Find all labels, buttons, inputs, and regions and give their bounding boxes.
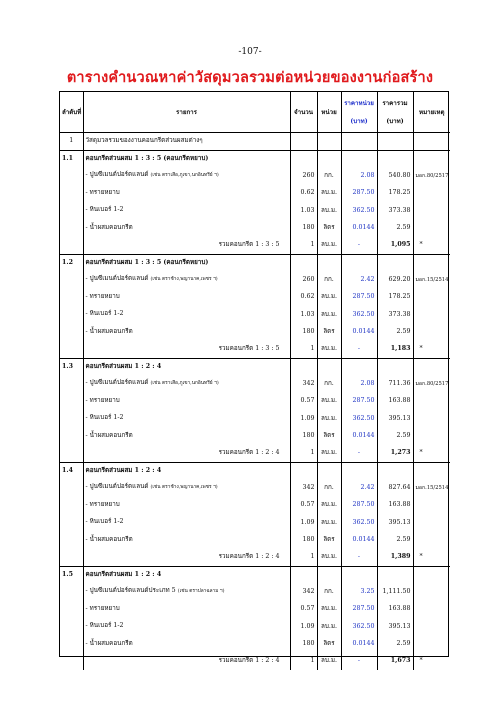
unit-price-cell: 0.0144 bbox=[341, 636, 377, 654]
table-row bbox=[60, 532, 450, 550]
unit-cell: ลิตร bbox=[317, 220, 341, 238]
unit-price-cell: 362.50 bbox=[341, 618, 377, 636]
qty-cell: 260 bbox=[290, 271, 317, 289]
cost-table bbox=[60, 92, 450, 670]
total-cell: 395.13 bbox=[377, 410, 413, 428]
unit-cell: กก. bbox=[317, 479, 341, 497]
summary-mark: * bbox=[413, 341, 450, 358]
summary-price: - bbox=[341, 341, 377, 358]
table-row bbox=[60, 375, 450, 393]
summary-qty: 1 bbox=[290, 653, 317, 670]
qty-cell: 0.57 bbox=[290, 393, 317, 411]
section-header-row bbox=[60, 254, 450, 271]
unit-price-cell: 0.0144 bbox=[341, 324, 377, 342]
total-cell: 540.80 bbox=[377, 167, 413, 185]
table-row bbox=[60, 636, 450, 654]
section-header-row bbox=[60, 462, 450, 479]
summary-row bbox=[60, 549, 450, 566]
item-cell bbox=[83, 202, 290, 220]
item-cell bbox=[83, 497, 290, 515]
header-unit-price-label: ราคาหน่วย bbox=[344, 100, 374, 107]
header-total-label: ราคารวม bbox=[382, 100, 408, 107]
summary-total: 1,183 bbox=[377, 341, 413, 358]
qty-cell: 1.03 bbox=[290, 306, 317, 324]
page-number: -107- bbox=[238, 47, 262, 57]
summary-qty: 1 bbox=[290, 341, 317, 358]
summary-price: - bbox=[341, 549, 377, 566]
table-row bbox=[60, 514, 450, 532]
qty-cell: 180 bbox=[290, 428, 317, 446]
total-cell: 1,111.50 bbox=[377, 583, 413, 601]
qty-cell: 342 bbox=[290, 479, 317, 497]
unit-price-cell: 287.50 bbox=[341, 185, 377, 203]
item-cell bbox=[83, 393, 290, 411]
total-cell: 163.88 bbox=[377, 497, 413, 515]
item-name: - หินเบอร์ 1-2 bbox=[85, 414, 124, 421]
table-body bbox=[60, 133, 450, 670]
table-row bbox=[60, 324, 450, 342]
table-row bbox=[60, 220, 450, 238]
total-cell: 2.59 bbox=[377, 532, 413, 550]
header-unit-price-sub: (บาท) bbox=[350, 118, 368, 125]
summary-row bbox=[60, 341, 450, 358]
section-label: คอนกรีตส่วนผสม 1 : 2 : 4 bbox=[83, 462, 290, 479]
item-cell bbox=[83, 410, 290, 428]
unit-cell: ลบ.ม. bbox=[317, 393, 341, 411]
item-cell bbox=[83, 428, 290, 446]
remark-cell bbox=[413, 636, 450, 654]
summary-mark: * bbox=[413, 653, 450, 670]
section-label: คอนกรีตส่วนผสม 1 : 2 : 4 bbox=[83, 358, 290, 375]
summary-row bbox=[60, 237, 450, 254]
summary-row bbox=[60, 653, 450, 670]
summary-mark: * bbox=[413, 445, 450, 462]
item-name: - ปูนซีเมนต์ปอร์ตแลนด์ bbox=[85, 483, 149, 490]
unit-cell: กก. bbox=[317, 375, 341, 393]
item-cell bbox=[83, 220, 290, 238]
qty-cell: 1.09 bbox=[290, 618, 317, 636]
remark-cell bbox=[413, 393, 450, 411]
item-note: (เช่น ตราช้าง,พญานาค,เพชร ฯ) bbox=[150, 277, 218, 282]
remark-cell: มอก.15/2514 bbox=[413, 479, 450, 497]
summary-label: รวมคอนกรีต 1 : 2 : 4 bbox=[83, 653, 290, 670]
qty-cell: 0.62 bbox=[290, 185, 317, 203]
remark-cell: มอก.80/2517 bbox=[413, 375, 450, 393]
header-unit-price bbox=[341, 92, 377, 133]
item-name: - ปูนซีเมนต์ปอร์ตแลนด์ bbox=[85, 171, 149, 178]
header-qty: จำนวน bbox=[290, 92, 317, 133]
summary-unit: ลบ.ม. bbox=[317, 341, 341, 358]
unit-cell: ลิตร bbox=[317, 428, 341, 446]
item-name: - น้ำผสมคอนกรีต bbox=[85, 639, 133, 647]
item-name: - ปูนซีเมนต์ปอร์ตแลนด์ bbox=[85, 275, 149, 282]
unit-cell: ลบ.ม. bbox=[317, 410, 341, 428]
item-cell bbox=[83, 185, 290, 203]
unit-cell: ลิตร bbox=[317, 636, 341, 654]
unit-price-cell: 287.50 bbox=[341, 393, 377, 411]
table-row bbox=[60, 289, 450, 307]
cost-table-frame bbox=[59, 91, 449, 664]
summary-mark: * bbox=[413, 549, 450, 566]
total-cell: 711.36 bbox=[377, 375, 413, 393]
summary-total: 1,095 bbox=[377, 237, 413, 254]
item-name: - ทรายหยาบ bbox=[85, 604, 120, 612]
summary-row bbox=[60, 445, 450, 462]
table-header bbox=[60, 92, 450, 133]
unit-cell: ลบ.ม. bbox=[317, 306, 341, 324]
item-name: - น้ำผสมคอนกรีต bbox=[85, 327, 133, 335]
unit-price-cell: 2.42 bbox=[341, 271, 377, 289]
qty-cell: 0.57 bbox=[290, 497, 317, 515]
item-name: - หินเบอร์ 1-2 bbox=[85, 310, 124, 317]
table-row bbox=[60, 185, 450, 203]
summary-label: รวมคอนกรีต 1 : 2 : 4 bbox=[83, 445, 290, 462]
item-note: (เช่น ตราเสือ,ภูเขา,นกอินทรีย์ ฯ) bbox=[150, 173, 219, 178]
qty-cell: 180 bbox=[290, 220, 317, 238]
total-cell: 2.59 bbox=[377, 428, 413, 446]
total-cell: 2.59 bbox=[377, 220, 413, 238]
item-name: - หินเบอร์ 1-2 bbox=[85, 622, 124, 629]
item-note: (เช่น ตราปลาฉลาม ฯ) bbox=[177, 589, 225, 594]
remark-cell: มอก.15/2514 bbox=[413, 271, 450, 289]
item-cell bbox=[83, 583, 290, 601]
section-no: 1.3 bbox=[60, 358, 83, 375]
unit-cell: ลบ.ม. bbox=[317, 497, 341, 515]
item-cell bbox=[83, 324, 290, 342]
remark-cell bbox=[413, 618, 450, 636]
remark-cell bbox=[413, 289, 450, 307]
header-unit: หน่วย bbox=[317, 92, 341, 133]
table-row bbox=[60, 393, 450, 411]
summary-total: 1,273 bbox=[377, 445, 413, 462]
section-no: 1.1 bbox=[60, 150, 83, 167]
qty-cell: 180 bbox=[290, 636, 317, 654]
remark-cell bbox=[413, 497, 450, 515]
item-name: - ปูนซีเมนต์ปอร์ตแลนด์ bbox=[85, 379, 149, 386]
item-name: - ทรายหยาบ bbox=[85, 396, 120, 404]
item-note: (เช่น ตราช้าง,พญานาค,เพชร ฯ) bbox=[150, 485, 218, 490]
section-no: 1.2 bbox=[60, 254, 83, 271]
qty-cell: 260 bbox=[290, 167, 317, 185]
unit-cell: ลบ.ม. bbox=[317, 202, 341, 220]
item-name: - ปูนซีเมนต์ปอร์ตแลนด์ประเภท 5 bbox=[85, 587, 176, 594]
unit-price-cell: 0.0144 bbox=[341, 220, 377, 238]
document-title: ตารางคำนวณหาค่าวัสดุมวลรวมต่อหน่วยของงานก่อสร้าง bbox=[66, 69, 434, 86]
item-name: - น้ำผสมคอนกรีต bbox=[85, 535, 133, 543]
item-cell bbox=[83, 289, 290, 307]
remark-cell bbox=[413, 220, 450, 238]
table-row bbox=[60, 271, 450, 289]
item-cell bbox=[83, 271, 290, 289]
unit-price-cell: 2.42 bbox=[341, 479, 377, 497]
unit-cell: ลบ.ม. bbox=[317, 289, 341, 307]
item-name: - ทรายหยาบ bbox=[85, 500, 120, 508]
summary-unit: ลบ.ม. bbox=[317, 653, 341, 670]
summary-total: 1,673 bbox=[377, 653, 413, 670]
summary-label: รวมคอนกรีต 1 : 2 : 4 bbox=[83, 549, 290, 566]
unit-cell: กก. bbox=[317, 271, 341, 289]
item-cell bbox=[83, 479, 290, 497]
total-cell: 373.38 bbox=[377, 202, 413, 220]
summary-label: รวมคอนกรีต 1 : 3 : 5 bbox=[83, 341, 290, 358]
qty-cell: 342 bbox=[290, 583, 317, 601]
qty-cell: 180 bbox=[290, 324, 317, 342]
table-row bbox=[60, 479, 450, 497]
unit-price-cell: 287.50 bbox=[341, 497, 377, 515]
remark-cell bbox=[413, 514, 450, 532]
remark-cell bbox=[413, 601, 450, 619]
remark-cell bbox=[413, 324, 450, 342]
unit-price-cell: 0.0144 bbox=[341, 532, 377, 550]
summary-label: รวมคอนกรีต 1 : 3 : 5 bbox=[83, 237, 290, 254]
section-header-row bbox=[60, 358, 450, 375]
unit-cell: ลบ.ม. bbox=[317, 618, 341, 636]
item-note: (เช่น ตราเสือ,ภูเขา,นกอินทรีย์ ฯ) bbox=[150, 381, 219, 386]
remark-cell bbox=[413, 202, 450, 220]
header-total bbox=[377, 92, 413, 133]
section-no: 1.4 bbox=[60, 462, 83, 479]
total-cell: 2.59 bbox=[377, 636, 413, 654]
qty-cell: 0.57 bbox=[290, 601, 317, 619]
item-name: - น้ำผสมคอนกรีต bbox=[85, 431, 133, 439]
total-cell: 373.38 bbox=[377, 306, 413, 324]
summary-mark: * bbox=[413, 237, 450, 254]
table-row bbox=[60, 583, 450, 601]
table-row bbox=[60, 306, 450, 324]
total-cell: 178.25 bbox=[377, 185, 413, 203]
qty-cell: 180 bbox=[290, 532, 317, 550]
unit-price-cell: 287.50 bbox=[341, 601, 377, 619]
item-name: - หินเบอร์ 1-2 bbox=[85, 518, 124, 525]
item-cell bbox=[83, 636, 290, 654]
header-total-sub: (บาท) bbox=[386, 118, 404, 125]
summary-price: - bbox=[341, 653, 377, 670]
remark-cell bbox=[413, 532, 450, 550]
item-cell bbox=[83, 167, 290, 185]
remark-cell bbox=[413, 185, 450, 203]
item-cell bbox=[83, 618, 290, 636]
unit-price-cell: 0.0144 bbox=[341, 428, 377, 446]
summary-price: - bbox=[341, 445, 377, 462]
total-cell: 629.20 bbox=[377, 271, 413, 289]
unit-price-cell: 2.08 bbox=[341, 167, 377, 185]
header-remark: หมายเหตุ bbox=[413, 92, 450, 133]
section-label: คอนกรีตส่วนผสม 1 : 3 : 5 (คอนกรีตหยาบ) bbox=[83, 150, 290, 167]
summary-total: 1,389 bbox=[377, 549, 413, 566]
qty-cell: 1.03 bbox=[290, 202, 317, 220]
table-row bbox=[60, 428, 450, 446]
unit-price-cell: 362.50 bbox=[341, 410, 377, 428]
unit-cell: กก. bbox=[317, 583, 341, 601]
qty-cell: 0.62 bbox=[290, 289, 317, 307]
remark-cell bbox=[413, 410, 450, 428]
heading-no: 1 bbox=[69, 137, 74, 144]
table-row bbox=[60, 410, 450, 428]
unit-cell: ลบ.ม. bbox=[317, 601, 341, 619]
summary-unit: ลบ.ม. bbox=[317, 237, 341, 254]
item-cell bbox=[83, 601, 290, 619]
remark-cell bbox=[413, 428, 450, 446]
item-cell bbox=[83, 532, 290, 550]
summary-qty: 1 bbox=[290, 549, 317, 566]
unit-cell: ลิตร bbox=[317, 324, 341, 342]
section-no: 1.5 bbox=[60, 566, 83, 583]
unit-cell: ลบ.ม. bbox=[317, 185, 341, 203]
item-cell bbox=[83, 306, 290, 324]
summary-qty: 1 bbox=[290, 237, 317, 254]
total-cell: 163.88 bbox=[377, 601, 413, 619]
table-row bbox=[60, 497, 450, 515]
unit-price-cell: 362.50 bbox=[341, 306, 377, 324]
total-cell: 827.64 bbox=[377, 479, 413, 497]
table-row bbox=[60, 601, 450, 619]
item-name: - หินเบอร์ 1-2 bbox=[85, 206, 124, 213]
qty-cell: 1.09 bbox=[290, 514, 317, 532]
qty-cell: 1.09 bbox=[290, 410, 317, 428]
section-label: คอนกรีตส่วนผสม 1 : 2 : 4 bbox=[83, 566, 290, 583]
remark-cell bbox=[413, 583, 450, 601]
section-header-row bbox=[60, 150, 450, 167]
table-row bbox=[60, 618, 450, 636]
total-cell: 395.13 bbox=[377, 618, 413, 636]
item-cell bbox=[83, 375, 290, 393]
section-label: คอนกรีตส่วนผสม 1 : 3 : 5 (คอนกรีตหยาบ) bbox=[83, 254, 290, 271]
summary-unit: ลบ.ม. bbox=[317, 549, 341, 566]
unit-cell: กก. bbox=[317, 167, 341, 185]
unit-price-cell: 3.25 bbox=[341, 583, 377, 601]
qty-cell: 342 bbox=[290, 375, 317, 393]
unit-price-cell: 287.50 bbox=[341, 289, 377, 307]
total-cell: 178.25 bbox=[377, 289, 413, 307]
heading-label: วัสดุมวลรวมของงานคอนกรีตส่วนผสมต่างๆ bbox=[83, 133, 290, 151]
heading-row bbox=[60, 133, 450, 151]
summary-price: - bbox=[341, 237, 377, 254]
unit-price-cell: 2.08 bbox=[341, 375, 377, 393]
table-row bbox=[60, 167, 450, 185]
header-item: รายการ bbox=[83, 92, 290, 133]
total-cell: 395.13 bbox=[377, 514, 413, 532]
unit-price-cell: 362.50 bbox=[341, 514, 377, 532]
table-row bbox=[60, 202, 450, 220]
summary-qty: 1 bbox=[290, 445, 317, 462]
item-name: - น้ำผสมคอนกรีต bbox=[85, 223, 133, 231]
header-order: ลำดับที่ bbox=[60, 92, 83, 133]
total-cell: 163.88 bbox=[377, 393, 413, 411]
remark-cell bbox=[413, 306, 450, 324]
unit-cell: ลบ.ม. bbox=[317, 514, 341, 532]
remark-cell: มอก.80/2517 bbox=[413, 167, 450, 185]
summary-unit: ลบ.ม. bbox=[317, 445, 341, 462]
item-name: - ทรายหยาบ bbox=[85, 292, 120, 300]
unit-price-cell: 362.50 bbox=[341, 202, 377, 220]
unit-cell: ลิตร bbox=[317, 532, 341, 550]
item-cell bbox=[83, 514, 290, 532]
total-cell: 2.59 bbox=[377, 324, 413, 342]
item-name: - ทรายหยาบ bbox=[85, 188, 120, 196]
section-header-row bbox=[60, 566, 450, 583]
